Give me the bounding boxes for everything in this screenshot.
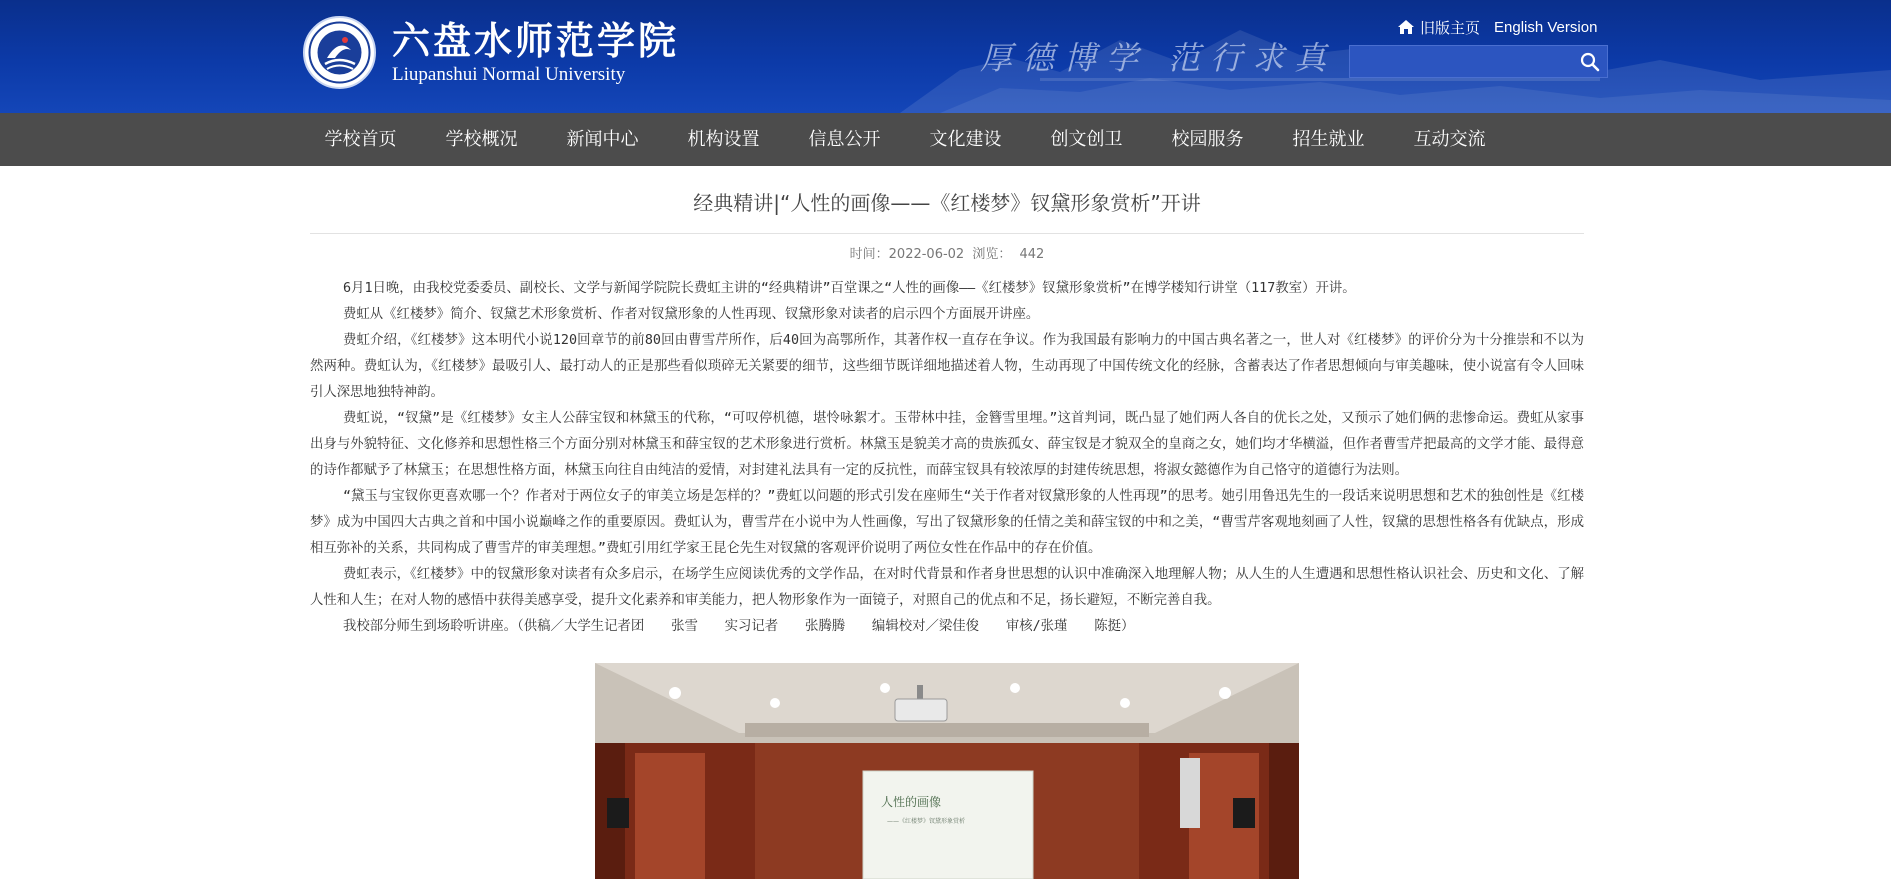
lecture-hall-image: [595, 663, 1299, 879]
old-home-label[interactable]: 旧版主页: [1420, 19, 1481, 37]
article-paragraph: 费虹介绍，《红楼梦》这本明代小说120回章节的前80回由曹雪芹所作，后40回为高鄂所作，其著作权一直存在争议。作为我国最有影响力的中国古典名著之一，世人对《红楼梦》的评价分为十分推崇和不以为然两种。费虹认为，《红楼梦》最吸引人、最打动人的正是那些看似琐碎无关紧要的细节，这些细节既详细地描述着人物，生动再现了中国传统文化的经脉，含蓄表达了作者思想倾向与审美趣味，使小说富有令人回味引人深思地独特神韵。: [310, 333, 1584, 400]
article-paragraph: “黛玉与宝钗你更喜欢哪一个？作者对于两位女子的审美立场是怎样的？”费虹以问题的形式引发在座师生“关于作者对钗黛形象的人性再现”的思考。她引用鲁迅先生的一段话来说明思想和艺术的独创性是《红楼梦》成为中国四大古典之首和中国小说巅峰之作的重要原因。费虹认为，曹雪芹在小说中为人性画像，写出了钗黛形象的任情之美和薛宝钗的中和之美，“曹雪芹客观地刻画了人性，钗黛的思想性格各有优缺点，形成相互弥补的关系，共同构成了曹雪芹的审美理想。”费虹引用红学家王昆仑先生对钗黛的客观评价说明了两位女性在作品中的存在价值。: [310, 489, 1584, 556]
article-paragraph: 费虹说，“钗黛”是《红楼梦》女主人公薛宝钗和林黛玉的代称，“可叹停机德，堪怜咏絮才。玉带林中挂，金簪雪里埋。”这首判词，既凸显了她们两人各自的优长之处，又预示了她们俩的悲惨命运。费虹从家事出身与外貌特征、文化修养和思想性格三个方面分别对林黛玉和薛宝钗的艺术形象进行赏析。林黛玉是貌美才高的贵族孤女、薛宝钗是才貌双全的皇商之女，她们均才华横溢，但作者曹雪芹把最高的文学才能、最得意的诗作都赋予了林黛玉；在思想性格方面，林黛玉向往自由纯洁的爱情，对封建礼法具有一定的反抗性，而薛宝钗具有较浓厚的封建传统思想，将淑女懿德作为自己恪守的道德行为法则。: [310, 411, 1584, 478]
university-name-cn[interactable]: 六盘水师范学院: [392, 18, 680, 63]
search-button[interactable]: [1572, 46, 1607, 77]
nav-item-overview[interactable]: 学校概况: [445, 129, 518, 150]
nav-item-info-disclosure[interactable]: 信息公开: [808, 129, 881, 150]
article-paragraph: 6月1日晚，由我校党委委员、副校长、文学与新闻学院院长费虹主讲的“经典精讲”百堂课之“人性的画像——《红楼梦》钗黛形象赏析”在博学楼知行讲堂（117教室）开讲。: [343, 281, 1356, 296]
nav-item-news[interactable]: 新闻中心: [566, 129, 639, 150]
university-logo-emblem[interactable]: [303, 16, 376, 89]
old-home-link[interactable]: [1397, 17, 1480, 38]
screen-title-text: 人性的画像: [881, 795, 942, 809]
logo-icon: [305, 18, 374, 87]
nav-item-admissions[interactable]: 招生就业: [1292, 129, 1365, 150]
article-paragraph: 我校部分师生到场聆听讲座。（供稿／大学生记者团 张雪 实习记者 张腾腾 编辑校对／梁佳俊 审核/张瑾 陈挺）: [343, 619, 1135, 634]
nav-item-civilization[interactable]: 创文创卫: [1050, 129, 1123, 150]
top-links: [1397, 17, 1597, 37]
school-motto: 厚德博学 范行求真: [980, 39, 1337, 77]
screen-subtitle-text: ——《红楼梦》钗黛形象赏析: [887, 818, 966, 825]
nav-item-interaction[interactable]: 互动交流: [1413, 129, 1486, 150]
article-meta: [310, 245, 1584, 265]
lecture-photo: [595, 663, 1299, 879]
nav-item-departments[interactable]: 机构设置: [687, 129, 760, 150]
article-paragraph: 费虹表示，《红楼梦》中的钗黛形象对读者有众多启示，在场学生应阅读优秀的文学作品，在对时代背景和作者身世思想的认识中准确深入地理解人物；从人生的人生遭遇和思想性格认识社会、历史和文化、了解人性和人生；在对人物的感悟中获得美感享受，提升文化素养和审美能力，把人物形象作为一面镜子，对照自己的优点和不足，扬长避短，不断完善自我。: [310, 567, 1584, 608]
nav-item-campus-service[interactable]: 校园服务: [1171, 129, 1244, 150]
views-label: 浏览：: [972, 247, 1012, 262]
search-icon: [1580, 52, 1600, 72]
nav-item-culture[interactable]: 文化建设: [929, 129, 1002, 150]
article-title: 经典精讲|“人性的画像——《红楼梦》钗黛形象赏析”开讲: [693, 191, 1201, 215]
university-name-en[interactable]: Liupanshui Normal University: [392, 64, 626, 85]
search-box: [1349, 45, 1608, 78]
main-nav: [0, 113, 1891, 166]
english-version-link[interactable]: English Version: [1494, 18, 1598, 36]
site-header: [0, 0, 1891, 113]
views-count: 442: [1019, 247, 1045, 262]
publish-time: 时间：2022-06-02: [849, 247, 965, 262]
search-input[interactable]: [1350, 46, 1570, 77]
article-paragraph: 费虹从《红楼梦》简介、钗黛艺术形象赏析、作者对钗黛形象的人性再现、钗黛形象对读者的启示四个方面展开讲座。: [343, 307, 1040, 322]
article-body: [310, 276, 1584, 640]
home-icon: [1397, 19, 1415, 35]
title-divider: [310, 233, 1584, 234]
nav-item-home[interactable]: 学校首页: [324, 129, 397, 150]
